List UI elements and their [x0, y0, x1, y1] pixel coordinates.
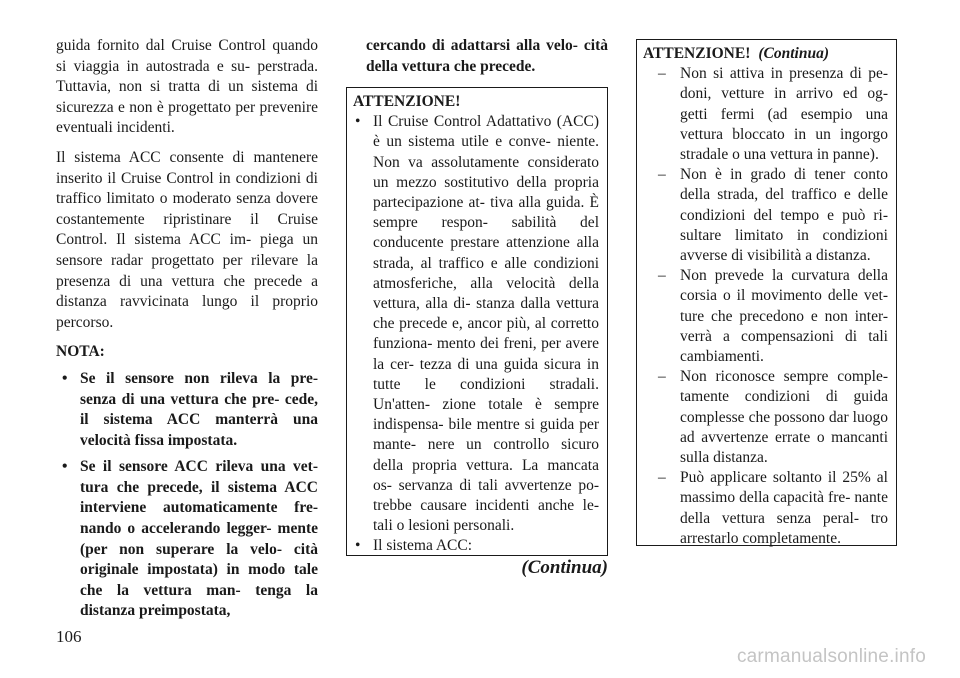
nota-label: NOTA: — [56, 343, 105, 361]
warning-bullet: • Il sistema ACC: — [353, 536, 599, 556]
warning-title: ATTENZIONE! — [643, 45, 751, 62]
warning-continued-label: (Continua) — [758, 45, 830, 62]
nota-bullet: • Se il sensore non rileva la pre- senza di una vettura che pre- cede, il sistema ACC manterrà una velocità fissa impostata. — [56, 369, 318, 451]
nota-bullet: • Se il sensore ACC rileva una vet- tura che precede, il sistema ACC interviene automaticamente fre- nando o accelerando legger- mente (per non superare la velo- cità originale impostata) in modo tale che la vettura man- tenga la distanza preimpostata, — [56, 457, 318, 622]
page-number: 106 — [56, 627, 82, 646]
paragraph-intro: guida fornito dal Cruise Control quando si viaggia in autostrada e su- perstrada. Tuttavia, non si tratta di un sistema di sicurezza e non è progettato per prevenire eventuali incidenti. — [56, 37, 318, 137]
nota-continuation: cercando di adattarsi alla velo- cità della vettura che precede. — [366, 37, 608, 75]
warning-dash-item: – Non si attiva in presenza di pe- doni, vetture in arrivo ed og- getti fermi (ad esempio una vettura bloccato in un ingorgo stradale o una vettura in panne). — [643, 64, 888, 165]
text-column-left — [56, 36, 318, 628]
warning-dash-item: – Non è in grado di tener conto della strada, del traffico e delle condizioni del tempo e può ri- sultare limitato in condizioni avverse di visibilità a distanza. — [643, 165, 888, 266]
paragraph-acc: Il sistema ACC consente di mantenere inserito il Cruise Control in condizioni di traffico limitato o moderato senza dovere costantemente ripristinare il Cruise Control. Il sistema ACC im- piega un sensore radar progettato per rilevare la presenza di una vettura che precede a distanza ravvicinata lungo il proprio percorso. — [56, 148, 318, 331]
warning-dash-item: – Può applicare soltanto il 25% al massimo della capacità fre- nante della vettura senza peral- tro arrestarlo completamente. — [643, 468, 888, 549]
continua-label: (Continua) — [521, 557, 608, 578]
text-column-middle — [346, 36, 608, 87]
warning-title: ATTENZIONE! — [353, 93, 461, 110]
watermark: carmanualsonline.info — [736, 646, 926, 667]
warning-box-continued — [636, 39, 897, 546]
warning-bullet: • Il Cruise Control Adattativo (ACC) è un sistema utile e conve- niente. Non va assolutamente considerato un mezzo sostitutivo della propria partecipazione at- tiva alla guida. È sempre respon- sabilità del conducente prestare attenzione alla strada, al traffico e alle condizioni atmosferiche, alla velocità della vettura, alla di- stanza dalla vettura che precede e, ancor più, al corretto funziona- mento dei freni, per avere la cer- tezza di una guida sicura in tutte le condizioni stradali. Un'atten- zione totale è sempre indispensa- bile mentre si guida per mante- nere un controllo sicuro della propria vettura. La mancata os- servanza di tali avvertenze po- trebbe causare incidenti anche le- tali o lesioni personali. — [353, 112, 599, 536]
warning-dash-item: – Non riconosce sempre comple- tamente condizioni di guida complesse che possono dar luogo ad avvertenze errate o mancanti sulla distanza. — [643, 367, 888, 468]
warning-dash-item: – Non prevede la curvatura della corsia o il movimento delle vet- ture che precedono e non inter- verrà a compensazioni di tali cambiamenti. — [643, 266, 888, 367]
warning-box — [346, 87, 608, 556]
warning-header — [643, 44, 888, 64]
